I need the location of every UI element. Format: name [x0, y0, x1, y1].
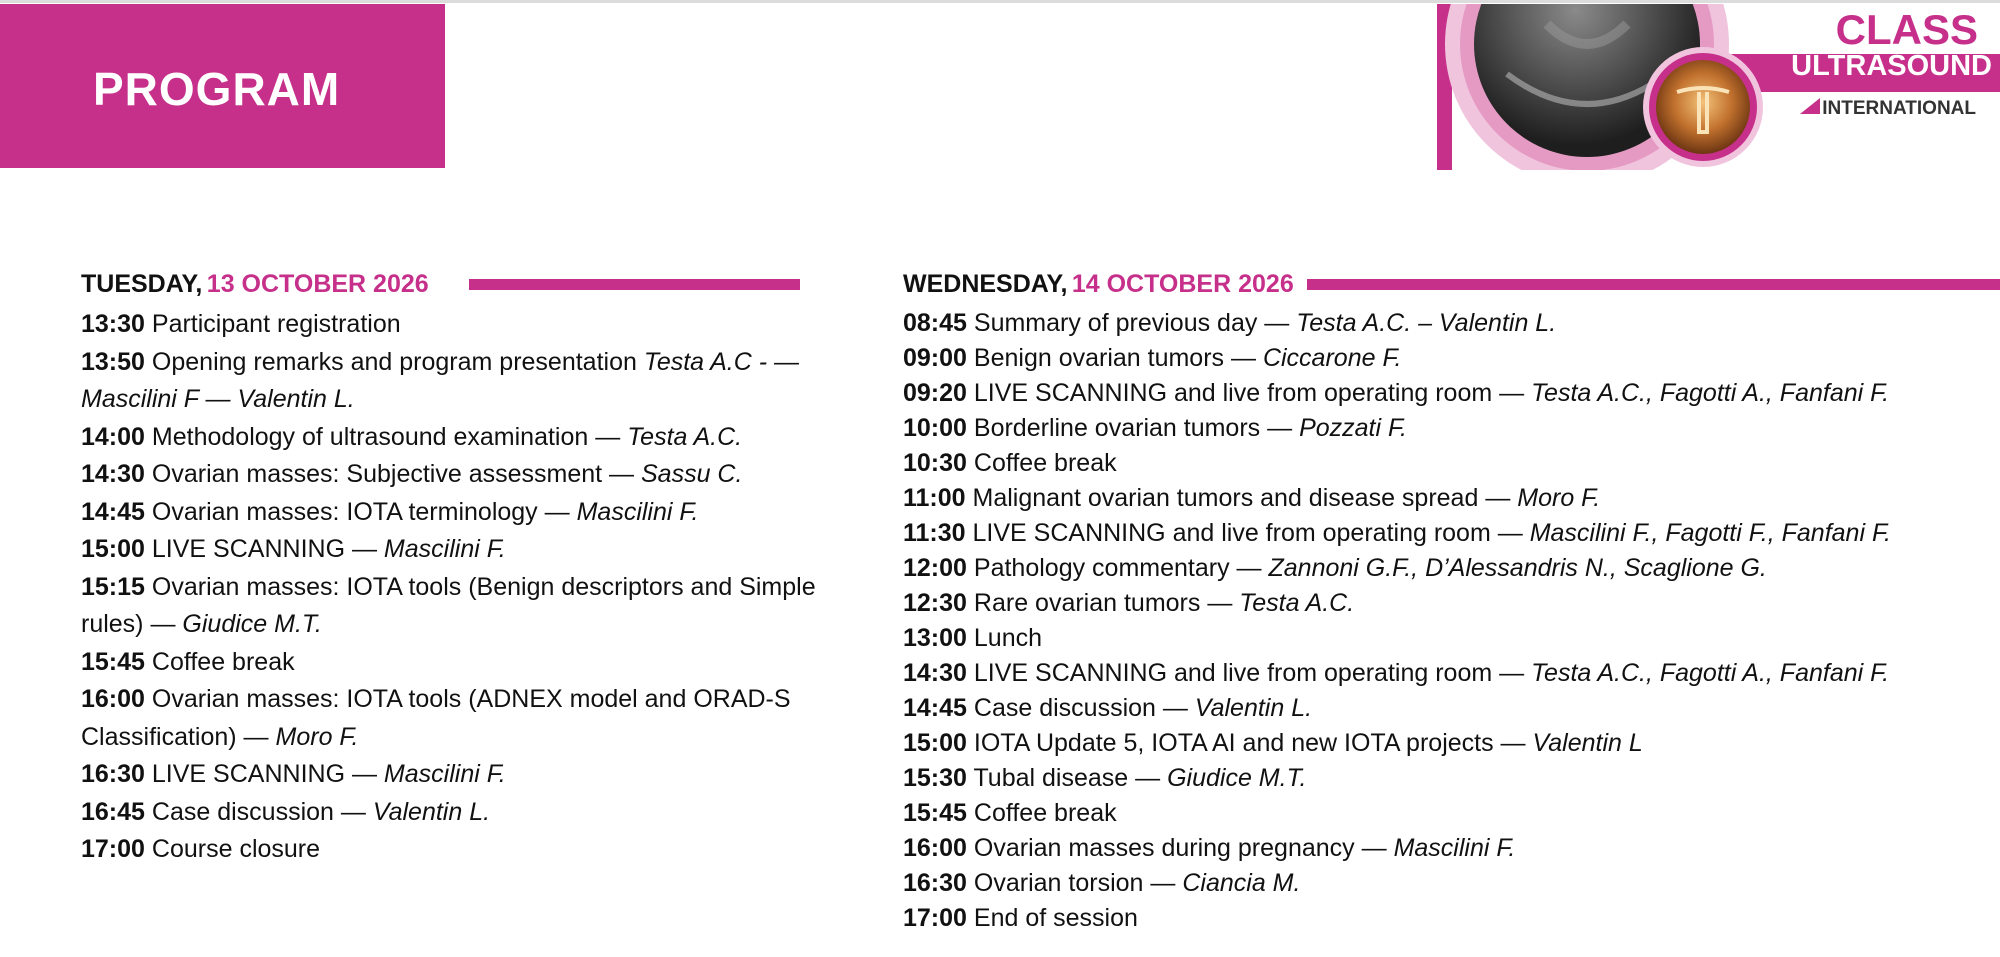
session-speaker: Valentin L	[1532, 729, 1643, 757]
session-title: Case discussion	[973, 694, 1156, 722]
session-item	[81, 831, 821, 869]
session-speaker: Mascilini F.	[1393, 834, 1516, 862]
session-separator: —	[236, 722, 276, 751]
session-speaker: Moro F.	[275, 722, 359, 751]
session-title: Ovarian masses: IOTA tools (ADNEX model and ORAD-S Classification)	[81, 685, 791, 751]
session-title: LIVE SCANNING and live from operating room	[972, 519, 1491, 547]
session-item	[903, 516, 2000, 551]
session-speaker: Zannoni G.F., D’Alessandris N., Scaglione G.	[1268, 554, 1767, 582]
session-title: IOTA Update 5, IOTA AI and new IOTA projects	[973, 729, 1494, 757]
session-item	[81, 531, 821, 569]
session-item	[81, 456, 821, 494]
session-item	[81, 494, 821, 532]
session-separator: —	[1155, 694, 1195, 722]
session-time: 16:45	[81, 797, 145, 826]
session-separator: —	[602, 460, 641, 488]
session-title: Rare ovarian tumors	[973, 589, 1201, 617]
day-label: WEDNESDAY,	[903, 270, 1068, 298]
session-title: End of session	[973, 904, 1138, 932]
session-title: Coffee break	[973, 449, 1117, 477]
session-speaker: Sassu C.	[641, 460, 743, 488]
session-item	[903, 901, 2000, 936]
program-banner	[0, 4, 445, 168]
session-time: 17:00	[903, 904, 967, 932]
session-time: 16:30	[81, 760, 145, 788]
session-speaker: Pozzati F.	[1299, 414, 1407, 442]
session-time: 14:45	[903, 694, 967, 722]
session-speaker: Testa A.C.	[1239, 589, 1355, 617]
session-title: Ovarian masses: IOTA tools (Benign descriptors and Simple rules)	[81, 572, 816, 638]
session-speaker: Mascilini F.	[383, 535, 506, 563]
session-time: 10:00	[903, 414, 967, 442]
session-time: 16:00	[81, 685, 145, 713]
session-separator	[637, 348, 644, 376]
session-item	[903, 446, 2000, 481]
logo-class-text: CLASS	[1835, 6, 1978, 53]
session-speaker: Mascilini F.	[383, 760, 506, 788]
class-ultrasound-logo	[1437, 4, 2000, 170]
session-separator: —	[588, 422, 628, 451]
day-wednesday	[903, 270, 2000, 936]
logo-ultrasound-text: ULTRASOUND	[1791, 50, 1992, 82]
session-item	[903, 621, 2000, 656]
session-item	[81, 419, 821, 457]
session-title: Participant registration	[151, 310, 401, 338]
session-item	[903, 306, 2000, 341]
session-separator: —	[1229, 554, 1269, 582]
session-time: 11:00	[903, 484, 966, 512]
session-item	[81, 794, 821, 832]
session-time: 17:00	[81, 835, 145, 863]
session-speaker: Ciccarone F.	[1262, 344, 1402, 372]
session-title: Pathology commentary	[973, 554, 1230, 582]
session-separator: —	[1492, 379, 1532, 407]
session-title: Coffee break	[151, 647, 295, 676]
session-separator: —	[1478, 484, 1518, 512]
session-speaker: Giudice M.T.	[1167, 764, 1307, 792]
session-item	[903, 481, 2000, 516]
session-time: 13:00	[903, 624, 967, 652]
session-separator: —	[1490, 519, 1530, 547]
session-item	[81, 644, 821, 682]
session-separator: —	[1260, 414, 1300, 442]
page-title: PROGRAM	[93, 63, 341, 115]
session-separator: —	[537, 497, 577, 526]
session-separator: —	[1200, 589, 1240, 617]
session-item	[903, 376, 2000, 411]
session-time: 10:30	[903, 449, 967, 477]
session-item	[903, 831, 2000, 866]
session-time: 12:30	[903, 589, 967, 617]
session-speaker: Testa A.C.	[627, 422, 743, 451]
session-time: 15:45	[81, 647, 145, 676]
session-separator: —	[1354, 834, 1394, 862]
session-time: 15:00	[903, 729, 967, 757]
session-separator: —	[345, 760, 384, 788]
session-item	[903, 866, 2000, 901]
session-title: Summary of previous day	[973, 309, 1258, 337]
session-title: Coffee break	[973, 799, 1117, 827]
session-speaker: Testa A.C - — Mascilini F — Valentin L.	[81, 347, 799, 413]
session-time: 13:30	[81, 310, 145, 338]
session-title: Ovarian torsion	[973, 869, 1144, 897]
session-item	[81, 306, 821, 344]
session-item	[903, 726, 2000, 761]
session-item	[903, 586, 2000, 621]
session-time: 16:00	[903, 834, 967, 862]
session-speaker: Testa A.C., Fagotti A., Fanfani F.	[1531, 659, 1890, 687]
top-divider	[0, 0, 2000, 3]
session-title: Borderline ovarian tumors	[973, 414, 1261, 442]
session-title: Lunch	[973, 624, 1043, 652]
session-title: LIVE SCANNING and live from operating room	[973, 659, 1493, 687]
session-speaker: Ciancia M.	[1182, 869, 1301, 897]
session-time: 08:45	[903, 309, 967, 337]
session-title: Ovarian masses during pregnancy	[973, 834, 1355, 862]
session-separator: —	[333, 797, 373, 826]
day-date: 13 OCTOBER 2026	[206, 270, 429, 298]
session-time: 11:30	[903, 519, 966, 547]
session-speaker: Mascilini F., Fagotti F., Fanfani F.	[1529, 519, 1891, 547]
day-header-bar	[1307, 279, 2000, 290]
session-item	[903, 341, 2000, 376]
session-time: 14:30	[81, 460, 145, 488]
session-title: Opening remarks and program presentation	[151, 347, 637, 376]
session-speaker: Valentin L.	[372, 797, 491, 826]
session-time: 14:00	[81, 422, 145, 451]
session-title: Case discussion	[151, 797, 334, 826]
day-header	[903, 270, 2000, 306]
session-title: LIVE SCANNING	[151, 535, 346, 563]
session-separator: —	[1143, 869, 1183, 897]
session-title: LIVE SCANNING	[151, 760, 346, 788]
session-item	[903, 796, 2000, 831]
session-item	[903, 411, 2000, 446]
session-time: 13:50	[81, 347, 145, 376]
session-title: Benign ovarian tumors	[973, 344, 1225, 372]
session-separator: —	[143, 610, 183, 638]
session-speaker: Testa A.C. – Valentin L.	[1296, 309, 1557, 337]
session-speaker: Mascilini F.	[576, 497, 699, 526]
session-speaker: Valentin L.	[1194, 694, 1313, 722]
session-item	[81, 756, 821, 794]
session-time: 15:00	[81, 535, 145, 563]
session-item	[903, 656, 2000, 691]
session-time: 14:30	[903, 659, 967, 687]
session-item	[81, 569, 821, 644]
session-title: LIVE SCANNING and live from operating room	[973, 379, 1493, 407]
day-date: 14 OCTOBER 2026	[1071, 270, 1294, 298]
session-speaker: Giudice M.T.	[182, 610, 322, 638]
session-time: 12:00	[903, 554, 967, 582]
session-list	[81, 306, 821, 869]
session-separator: —	[1493, 729, 1533, 757]
day-header-bar	[469, 279, 800, 290]
session-title: Methodology of ultrasound examination	[151, 422, 589, 451]
session-separator: —	[1128, 764, 1168, 792]
session-item	[903, 761, 2000, 796]
session-title: Tubal disease	[973, 764, 1129, 792]
session-separator: —	[345, 535, 384, 563]
day-label: TUESDAY,	[81, 270, 203, 298]
session-speaker: Moro F.	[1517, 484, 1601, 512]
session-time: 15:45	[903, 799, 967, 827]
day-tuesday	[81, 270, 821, 869]
session-title: Ovarian masses: IOTA terminology	[151, 497, 538, 526]
session-separator: —	[1492, 659, 1532, 687]
session-title: Course closure	[151, 835, 321, 863]
session-separator: —	[1257, 309, 1297, 337]
session-item	[81, 344, 821, 419]
session-list	[903, 306, 2000, 936]
session-title: Ovarian masses: Subjective assessment	[151, 460, 603, 488]
session-item	[903, 691, 2000, 726]
session-time: 15:15	[81, 572, 145, 601]
session-time: 14:45	[81, 497, 145, 526]
session-speaker: Testa A.C., Fagotti A., Fanfani F.	[1531, 379, 1890, 407]
session-separator: —	[1224, 344, 1263, 372]
session-time: 09:20	[903, 379, 967, 407]
session-time: 15:30	[903, 764, 967, 792]
session-time: 16:30	[903, 869, 967, 897]
logo-international-text: INTERNATIONAL	[1822, 98, 1976, 119]
session-item	[81, 681, 821, 756]
session-title: Malignant ovarian tumors and disease spread	[972, 484, 1479, 512]
day-header	[81, 270, 821, 306]
session-time: 09:00	[903, 344, 967, 372]
session-item	[903, 551, 2000, 586]
